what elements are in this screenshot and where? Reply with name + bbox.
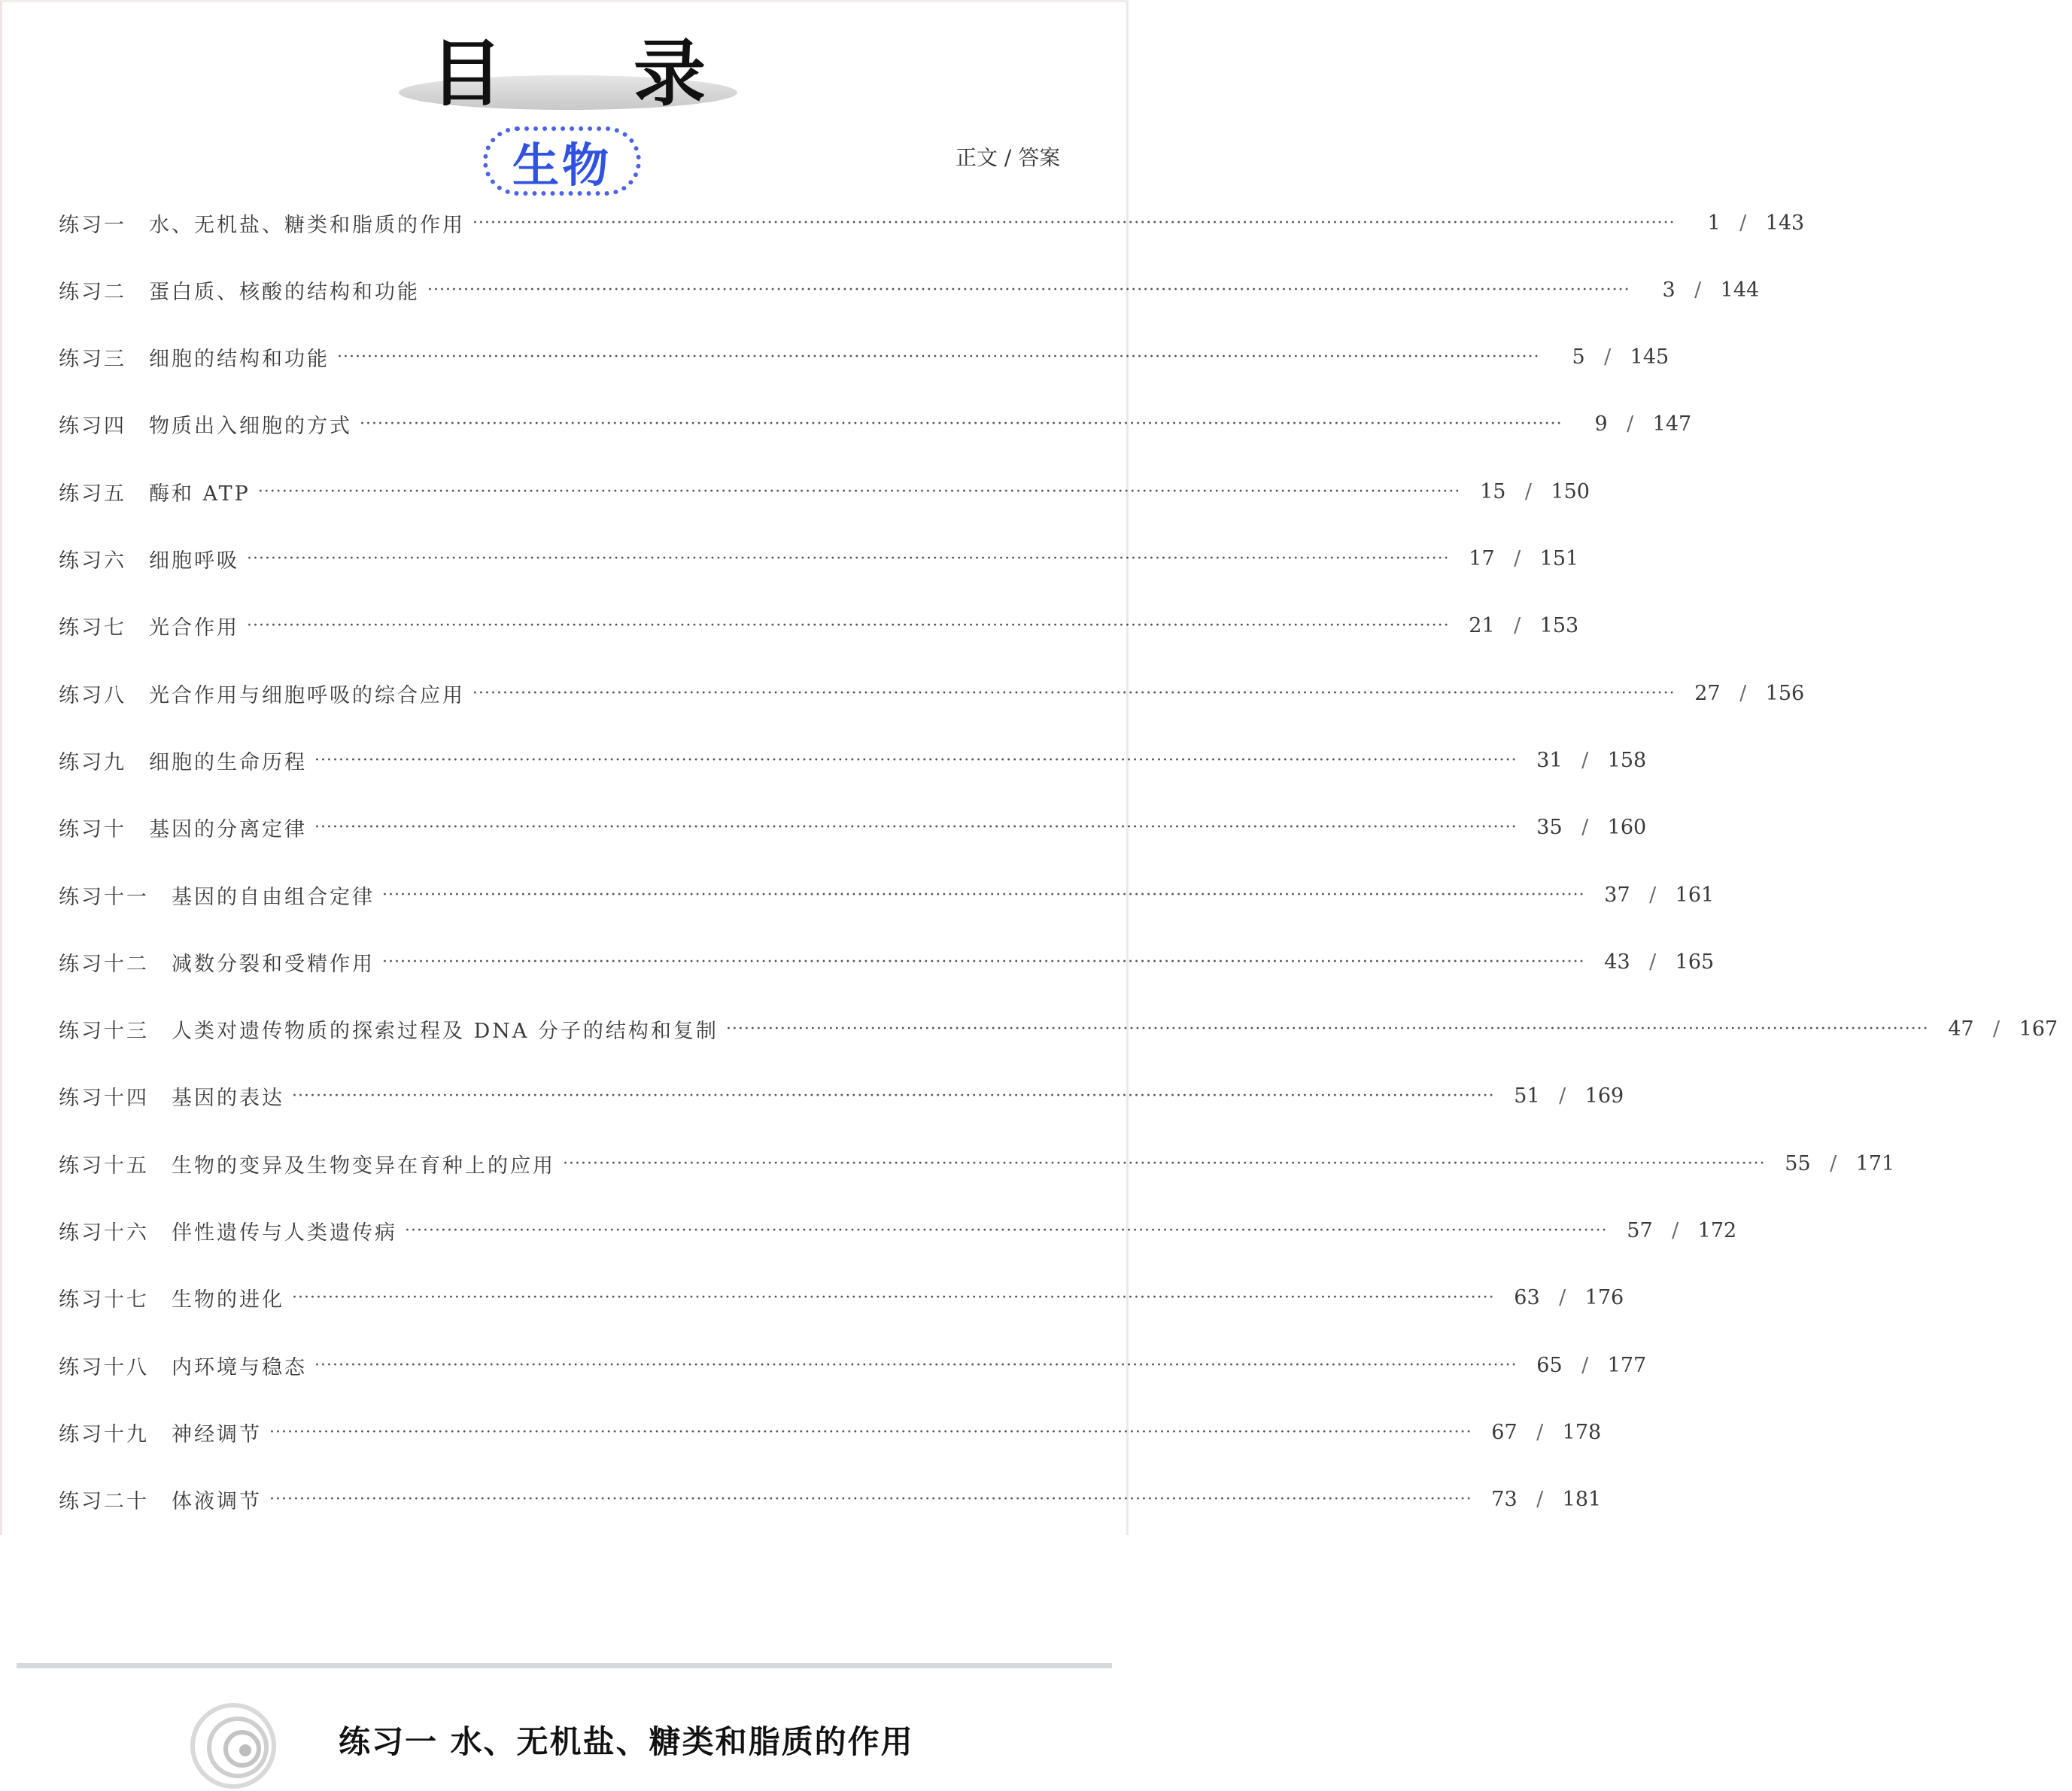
page-separator: / [1514,547,1521,570]
leader-dots: ········································································································································································································ [292,1288,1495,1308]
entry-page: 9 [1594,412,1608,436]
toc-title [399,23,737,116]
page-separator: / [1514,614,1521,638]
entry-title: 内环境与稳态 [172,1355,307,1379]
entry-answer-page: 143 [1765,211,1805,235]
entry-number: 练习八 [59,683,126,707]
entry-page: 51 [1514,1084,1540,1108]
leader-dots: ········································································································································································································ [314,1355,1518,1375]
page-separator: / [1627,412,1634,436]
entry-title: 生物的进化 [172,1288,284,1312]
entry-answer-page: 177 [1607,1353,1647,1377]
entry-page: 17 [1469,547,1495,570]
entry-title: 人类对遗传物质的探索过程及 DNA 分子的结构和复制 [172,1020,719,1044]
entry-answer-page: 160 [1607,816,1647,840]
leader-dots: ········································································································································································································ [269,1490,1472,1510]
leader-dots: ········································································································································································································ [360,415,1563,434]
leader-dots: ········································································································································································································ [382,952,1585,972]
leader-dots: ········································································································································································································ [427,280,1630,300]
entry-page: 43 [1604,950,1630,974]
leader-dots: ········································································································································································································ [405,1221,1608,1240]
toc-row[interactable] [59,605,1579,647]
page-separator: / [1649,883,1657,907]
entry-answer-page: 176 [1584,1286,1624,1310]
entry-answer-page: 172 [1697,1219,1737,1242]
leader-dots: ········································································································································································································ [337,348,1540,367]
page-separator: / [1536,1420,1544,1444]
toc-row[interactable] [59,941,1715,983]
entry-page: 57 [1627,1219,1653,1242]
entry-number: 练习二十 [59,1490,149,1514]
page-separator: / [1581,748,1589,772]
entry-title: 生物的变异及生物变异在育种上的应用 [172,1154,555,1178]
toc-row[interactable] [59,1479,1602,1521]
entry-title: 基因的分离定律 [149,818,307,842]
entry-page: 55 [1785,1151,1811,1175]
page-separator: / [1672,1219,1679,1242]
leader-dots: ········································································································································································································ [314,750,1518,770]
page-separator: / [1830,1151,1837,1175]
leader-dots: ········································································································································································································ [247,549,1450,568]
toc-row[interactable] [59,807,1647,849]
entry-number: 练习七 [59,616,126,640]
entry-page: 73 [1491,1488,1518,1512]
entry-answer-page: 147 [1652,412,1692,436]
spiral-icon [188,1701,278,1791]
entry-page: 1 [1707,211,1721,235]
toc-row[interactable] [59,1411,1602,1453]
entry-answer-page: 167 [2019,1017,2058,1041]
page-separator: / [1524,479,1532,503]
entry-page: 67 [1491,1420,1518,1444]
entry-title: 减数分裂和受精作用 [172,952,375,976]
entry-title: 基因的表达 [172,1087,284,1111]
page-separator: / [1559,1084,1566,1108]
entry-title: 神经调节 [172,1422,262,1446]
page-separator: / [1536,1488,1544,1512]
page-separator: / [1739,211,1747,235]
entry-answer-page: 150 [1551,479,1590,503]
entry-answer-page: 161 [1675,883,1715,907]
leader-dots: ········································································································································································································ [247,616,1450,636]
page-separator: / [1604,345,1612,369]
columns-header: 正文 / 答案 [955,145,1061,170]
entry-number: 练习二 [59,280,126,304]
entry-title: 光合作用与细胞呼吸的综合应用 [149,683,465,707]
leader-dots: ········································································································································································································ [257,482,1461,501]
entry-number: 练习六 [59,549,126,573]
entry-number: 练习十七 [59,1288,149,1312]
title-char-right: 录 [633,30,706,116]
toc-row[interactable] [59,403,1692,445]
entry-title: 基因的自由组合定律 [172,885,375,909]
entry-number: 练习五 [59,482,126,506]
toc-row[interactable] [59,1277,1624,1319]
entry-page: 37 [1604,883,1630,907]
leader-dots: ········································································································································································································ [725,1020,1929,1039]
entry-answer-page: 165 [1675,950,1715,974]
page-separator: / [1739,681,1747,705]
toc-row[interactable] [59,336,1669,379]
toc-title-text [399,23,737,116]
entry-number: 练习十三 [59,1020,149,1044]
entry-answer-page: 181 [1562,1488,1602,1512]
toc-row[interactable] [59,1008,2058,1051]
entry-number: 练习十 [59,818,126,842]
entry-page: 21 [1469,614,1495,638]
toc-row[interactable] [59,1075,1624,1117]
toc-row[interactable] [59,269,1760,311]
section-divider [17,1663,1112,1668]
entry-number: 练习十九 [59,1422,149,1446]
leader-dots: ········································································································································································································ [314,818,1518,838]
subject-badge: 生物 [483,126,641,196]
entry-page: 65 [1536,1353,1563,1377]
entry-answer-page: 169 [1584,1084,1624,1108]
page-separator: / [1694,278,1702,302]
entry-number: 练习十一 [59,885,149,909]
title-char-left: 目 [430,30,503,116]
entry-page: 63 [1514,1286,1540,1310]
entry-number: 练习十五 [59,1154,149,1178]
entry-page: 3 [1662,278,1676,302]
entry-answer-page: 145 [1630,345,1669,369]
page-separator: / [1581,816,1589,840]
entry-title: 水、无机盐、糖类和脂质的作用 [149,213,465,237]
entry-number: 练习三 [59,348,126,372]
entry-page: 27 [1694,681,1721,705]
entry-answer-page: 156 [1765,681,1805,705]
entry-page: 35 [1536,816,1563,840]
toc-row[interactable] [59,202,1805,244]
leader-dots: ········································································································································································································ [292,1087,1495,1106]
leader-dots: ········································································································································································································ [563,1154,1766,1173]
leader-dots: ········································································································································································································ [269,1422,1472,1442]
entry-number: 练习四 [59,415,126,439]
entry-number: 练习十四 [59,1087,149,1111]
entry-answer-page: 144 [1720,278,1760,302]
entry-answer-page: 153 [1539,614,1579,638]
entry-answer-page: 171 [1855,1151,1895,1175]
entry-number: 练习十二 [59,952,149,976]
leader-dots: ········································································································································································································ [472,213,1676,233]
entry-title: 蛋白质、核酸的结构和功能 [149,280,420,304]
toc-row[interactable] [59,1344,1647,1386]
toc-row[interactable] [59,1142,1895,1184]
entry-title: 细胞的结构和功能 [149,348,330,372]
toc-row[interactable] [59,672,1805,714]
page-separator: / [1993,1017,2001,1041]
entry-title: 酶和 ATP [149,482,251,506]
entry-page: 5 [1572,345,1585,369]
page-separator: / [1581,1353,1589,1377]
entry-page: 31 [1536,748,1563,772]
toc-row[interactable] [59,470,1590,512]
entry-title: 体液调节 [172,1490,262,1514]
entry-answer-page: 158 [1607,748,1647,772]
entry-page: 15 [1480,479,1506,503]
entry-title: 细胞的生命历程 [149,750,307,774]
entry-title: 光合作用 [149,616,239,640]
toc-row[interactable] [59,1210,1737,1252]
leader-dots: ········································································································································································································ [382,885,1585,905]
entry-answer-page: 151 [1539,547,1579,570]
toc-row[interactable] [59,538,1579,580]
section-heading: 练习一 水、无机盐、糖类和脂质的作用 [339,1723,914,1760]
entry-number: 练习一 [59,213,126,237]
entry-number: 练习九 [59,750,126,774]
entry-number: 练习十八 [59,1355,149,1379]
page-separator: / [1649,950,1657,974]
toc-row[interactable] [59,874,1715,916]
leader-dots: ········································································································································································································ [472,683,1676,703]
toc-row[interactable] [59,739,1647,781]
entry-title: 伴性遗传与人类遗传病 [172,1221,397,1245]
entry-page: 47 [1948,1017,1974,1041]
entry-number: 练习十六 [59,1221,149,1245]
entry-answer-page: 178 [1562,1420,1602,1444]
entry-title: 细胞呼吸 [149,549,239,573]
page-separator: / [1559,1286,1566,1310]
entry-title: 物质出入细胞的方式 [149,415,352,439]
